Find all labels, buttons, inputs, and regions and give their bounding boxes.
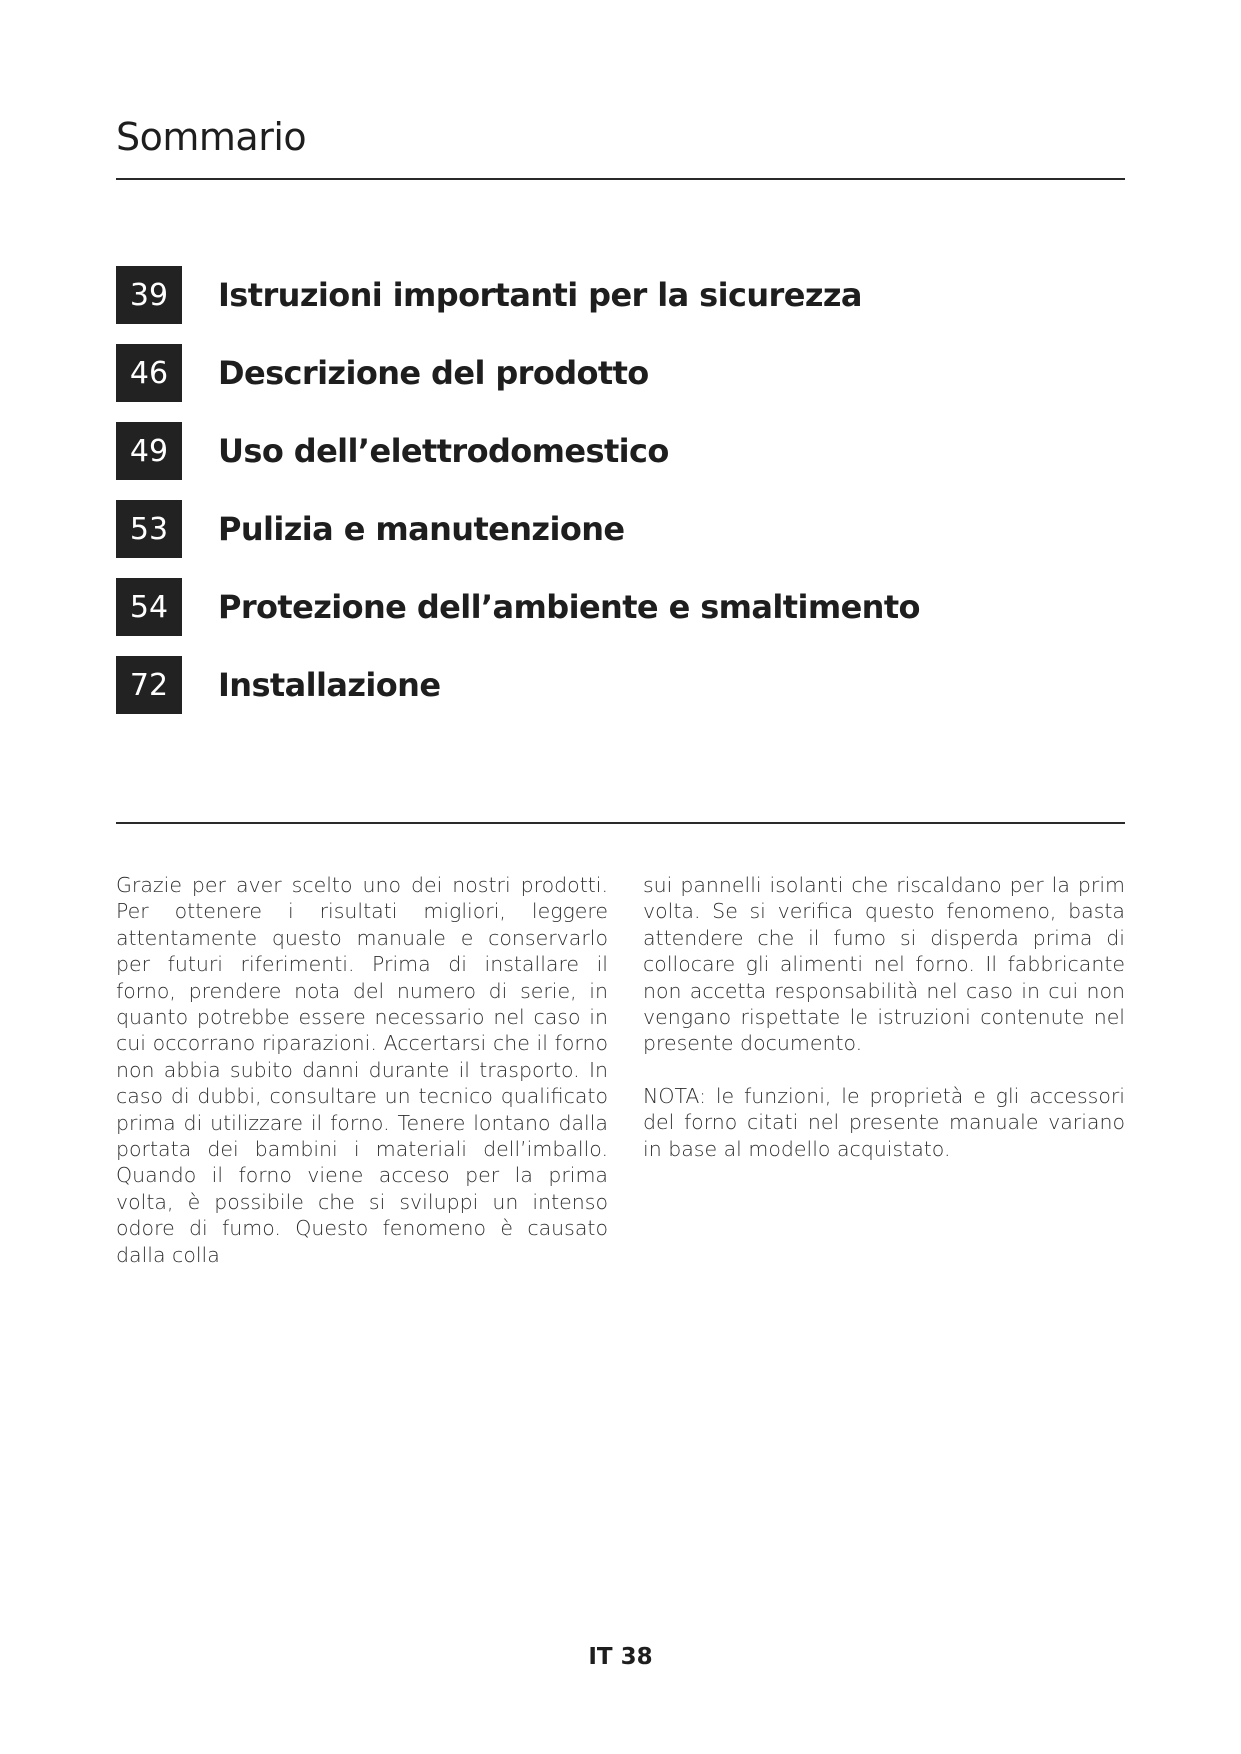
- toc-page-number: 72: [116, 656, 182, 714]
- toc-label: Uso dell’elettrodomestico: [218, 432, 669, 470]
- toc-label: Installazione: [218, 666, 441, 704]
- note-paragraph: NOTA: le funzioni, le proprietà e gli accessori del forno citati nel presente manuale variano in base al modello acquistato.: [643, 1083, 1125, 1161]
- page-number: IT 38: [588, 1644, 653, 1670]
- intro-paragraph-continued: sui pannelli isolanti che riscaldano per la prim volta. Se si verifica questo fenomeno, basta attendere che il fumo si disperda prima di collocare gli alimenti nel forno. Il fabbricante non accetta responsabilità nel caso in cui non vengano rispettate le istruzioni contenute nel presente documento.: [643, 873, 1125, 1056]
- toc-page-number: 46: [116, 344, 182, 402]
- toc-item-cleaning[interactable]: [116, 500, 1125, 558]
- toc-page-number: 39: [116, 266, 182, 324]
- toc-item-safety[interactable]: [116, 266, 1125, 324]
- toc-label: Istruzioni importanti per la sicurezza: [218, 276, 862, 314]
- title-divider: [116, 178, 1125, 180]
- section-divider: [116, 822, 1125, 824]
- intro-paragraph: Grazie per aver scelto uno dei nostri prodotti. Per ottenere i risultati migliori, leggere attentamente questo manuale e conservarlo per futuri riferimenti. Prima di installare il forno, prendere nota del numero di serie, in quanto potrebbe essere necessario nel caso in cui occorrano riparazioni. Accertarsi che il forno non abbia subito danni durante il trasporto. In caso di dubbi, consultare un tecnico qualificato prima di utilizzare il forno. Tenere lontano dalla portata dei bambini i materiali dell’imballo. Quando il forno viene acceso per la prima volta, è possibile che si sviluppi un intenso odore di fumo. Questo fenomeno è causato dalla colla: [116, 873, 608, 1267]
- toc-item-product-description[interactable]: [116, 344, 1125, 402]
- toc-item-appliance-use[interactable]: [116, 422, 1125, 480]
- toc-page-number: 53: [116, 500, 182, 558]
- toc-page-number: 54: [116, 578, 182, 636]
- toc-label: Descrizione del prodotto: [218, 354, 649, 392]
- toc-label: Protezione dell’ambiente e smaltimento: [218, 588, 920, 626]
- toc-page-number: 49: [116, 422, 182, 480]
- intro-column-left: [116, 872, 608, 1294]
- table-of-contents: [116, 266, 1125, 734]
- toc-item-environment[interactable]: [116, 578, 1125, 636]
- toc-item-installation[interactable]: [116, 656, 1125, 714]
- toc-label: Pulizia e manutenzione: [218, 510, 625, 548]
- page-title: Sommario: [116, 115, 307, 159]
- intro-column-right: [643, 872, 1125, 1188]
